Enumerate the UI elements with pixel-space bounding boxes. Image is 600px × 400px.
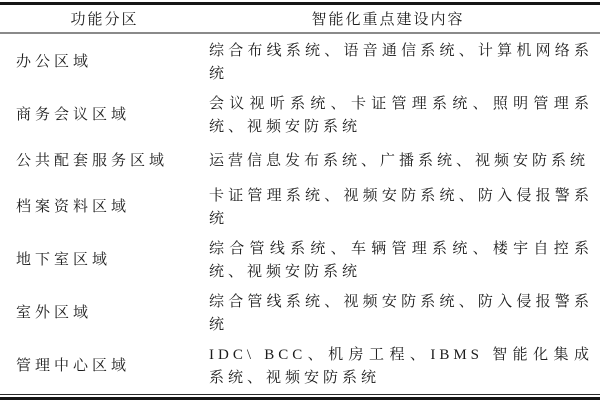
zone-cell: 管理中心区域 (16, 358, 131, 374)
table-row-basement (0, 234, 600, 287)
table-bottom-rule (0, 394, 600, 400)
content-cell: 运营信息发布系统、广播系统、视频安防系统 (209, 153, 590, 169)
table-row-office (0, 36, 600, 89)
col-header-content: 智能化重点建设内容 (311, 12, 465, 28)
content-cell: IDC\ BCC、机房工程、IBMS 智能化集成系统、视频安防系统 (209, 346, 593, 386)
zone-cell: 公共配套服务区域 (16, 153, 169, 169)
content-cell: 综合布线系统、语音通信系统、计算机网络系统 (209, 42, 593, 82)
content-cell: 综合管线系统、车辆管理系统、楼宇自控系统、视频安防系统 (209, 240, 593, 280)
col-header-zone: 功能分区 (70, 12, 139, 28)
zone-cell: 办公区域 (16, 54, 93, 70)
table-row-outdoor (0, 287, 600, 340)
zone-cell: 室外区域 (16, 305, 93, 321)
table-body (0, 34, 600, 394)
table-row-archives (0, 181, 600, 234)
content-cell: 卡证管理系统、视频安防系统、防入侵报警系统 (209, 187, 593, 227)
table-header-row (0, 5, 600, 32)
content-cell: 会议视听系统、卡证管理系统、照明管理系统、视频安防系统 (209, 95, 593, 135)
zone-cell: 档案资料区域 (16, 199, 131, 215)
zone-cell: 商务会议区域 (16, 107, 131, 123)
table-row-public-service (0, 142, 600, 181)
zone-cell: 地下室区域 (16, 252, 112, 268)
table-row-management-center (0, 340, 600, 393)
table-row-business-meeting (0, 89, 600, 142)
content-cell: 综合管线系统、视频安防系统、防入侵报警系统 (209, 293, 593, 333)
paper-table-page (0, 2, 600, 400)
